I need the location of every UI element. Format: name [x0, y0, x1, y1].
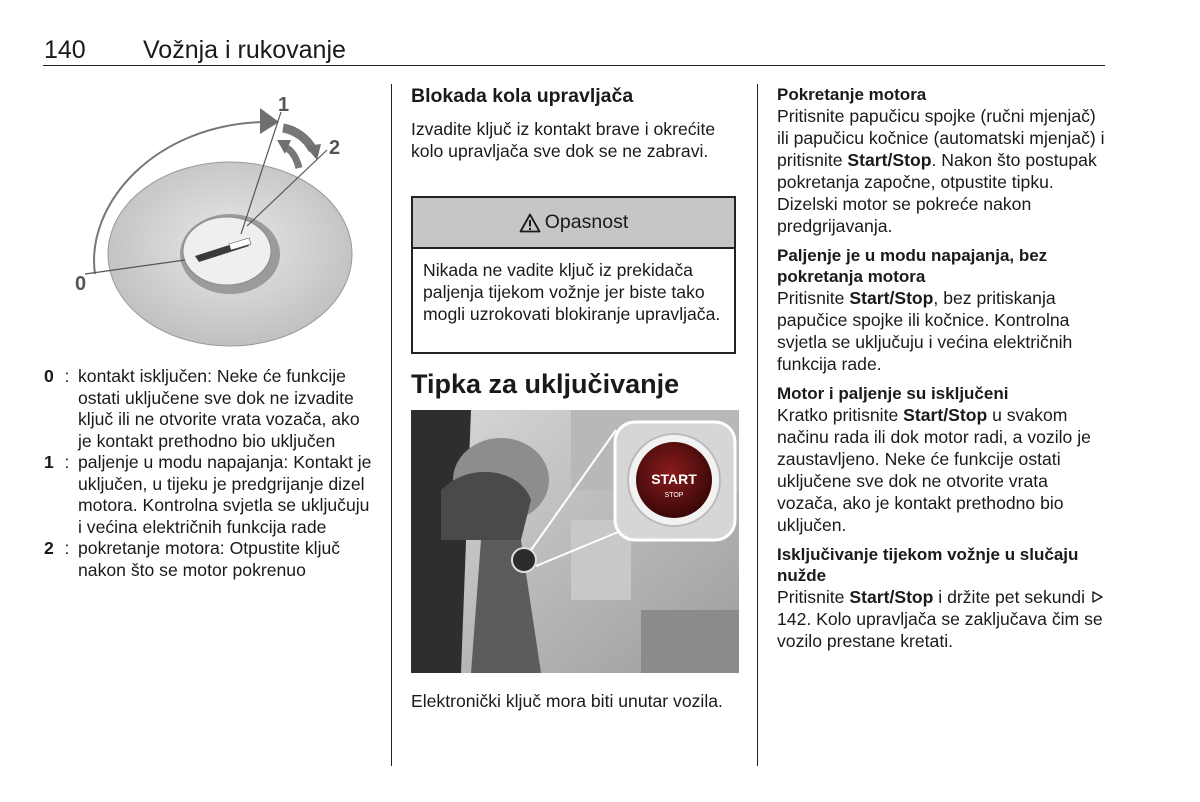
console: [641, 610, 739, 673]
start-stop-photo: [411, 410, 739, 673]
legend-item-0: [44, 366, 374, 452]
section-engine-start: [777, 84, 1107, 237]
column-divider-1: [391, 84, 392, 766]
legend-item-2: [44, 538, 374, 581]
text-run: Pritisnite papučicu spojke (ručni mjenjač) ili papučicu kočnice (automatski mjenjač) i pritisnite: [777, 106, 1105, 170]
danger-header: [413, 198, 734, 249]
electronic-key-note: [411, 690, 741, 712]
subheading-engine-start: Pokretanje motora: [777, 85, 927, 104]
steering-lock-text: Izvadite ključ iz kontakt brave i okrećite kolo upravljača sve dok se ne zabravi.: [411, 119, 716, 161]
page-ref-triangle-icon: [1090, 590, 1104, 604]
legend-item-1: [44, 452, 374, 538]
arrow-back: [287, 148, 299, 168]
text-run: i držite pet sekundi: [933, 587, 1090, 607]
legend-key: 2: [44, 538, 54, 558]
key-position-legend: [44, 366, 374, 581]
section-heading-power-button: Tipka za uključivanje: [411, 369, 680, 399]
start-stop-term: Start/Stop: [849, 288, 934, 308]
start-stop-term: Start/Stop: [847, 150, 932, 170]
power-button-section: [411, 368, 741, 400]
engine-off-text: [777, 404, 1107, 536]
subheading-power-mode: Paljenje je u modu napajanja, bez pokretanja motora: [777, 246, 1048, 286]
legend-separator: :: [64, 538, 70, 558]
legend-text: paljenje u modu napajanja: Kontakt je uključen, u tijeku je predgrijanje dizel motora. Kontrolna svjetla se uključuju i većina električnih funkcija rade: [78, 452, 372, 537]
start-label: START: [651, 471, 697, 487]
section-heading-steering-lock: Blokada kola upravljača: [411, 85, 634, 107]
legend-separator: :: [64, 452, 70, 472]
section-emergency-off: [777, 544, 1107, 652]
label-2: 2: [329, 137, 341, 159]
section-power-mode: [777, 245, 1107, 375]
start-stop-term: Start/Stop: [849, 587, 934, 607]
stop-label: STOP: [664, 492, 684, 499]
section-engine-off: [777, 383, 1107, 536]
hand-shape: [441, 472, 531, 540]
small-start-button: [512, 548, 536, 572]
column-3: [777, 84, 1107, 660]
start-stop-term: Start/Stop: [903, 405, 988, 425]
arrow-head-1: [260, 108, 279, 134]
text-run: Pritisnite: [777, 288, 850, 308]
power-mode-text: [777, 287, 1107, 375]
steering-column: [411, 410, 471, 673]
legend-key: 1: [44, 452, 54, 472]
danger-title: Opasnost: [544, 211, 629, 233]
header-rule: [43, 65, 1105, 66]
column-2: [411, 84, 741, 162]
legend-key: 0: [44, 366, 54, 386]
text-run: . Nakon što postupak pokretanja započne, otpustite tipku. Dizelski motor se pokreće nakon predgrijavanja.: [777, 150, 1097, 236]
text-run: Kratko pritisnite: [777, 405, 904, 425]
danger-text: Nikada ne vadite ključ iz prekidača paljenja tijekom vožnje jer biste tako mogli uzrokovati blokiranje upravljača.: [423, 260, 721, 324]
text-run: u svakom načinu rada ili dok motor radi, a vozilo je zaustavljeno. Neke će funkcije ostati uključene sve dok ne otvorite vrata vozača, ako je kontakt prethodno bio uključen.: [777, 405, 1091, 535]
legend-text: kontakt isključen: Neke će funkcije ostati uključene sve dok ne izvadite ključ ili ne otvorite vrata vozača, ako je kontakt prethodno bio uključen: [78, 366, 360, 451]
text-run: 142. Kolo upravljača se zaključava čim se vozilo prestane kretati.: [777, 609, 1103, 651]
label-1: 1: [278, 94, 290, 116]
emergency-off-text: [777, 586, 1107, 652]
column-divider-2: [757, 84, 758, 766]
page-number: 140: [44, 36, 86, 64]
engine-start-text: [777, 105, 1107, 237]
ignition-key-figure: [55, 84, 373, 348]
legend-text: pokretanje motora: Otpustite ključ nakon što se motor pokrenuo: [78, 538, 341, 580]
legend-separator: :: [64, 366, 70, 386]
chapter-title: Vožnja i rukovanje: [143, 36, 346, 64]
subheading-engine-off: Motor i paljenje su isključeni: [777, 384, 1009, 403]
danger-box: [411, 196, 736, 354]
text-run: , bez pritiskanja papučice spojke ili kočnice. Kontrolna svjetla se uključuju i većina električnih funkcija rade.: [777, 288, 1073, 374]
label-0: 0: [75, 273, 87, 295]
text-run: Pritisnite: [777, 587, 850, 607]
subheading-emergency-off: Isključivanje tijekom vožnje u slučaju nužde: [777, 545, 1079, 585]
warning-triangle-icon: [519, 213, 541, 233]
electronic-key-text: Elektronički ključ mora biti unutar vozila.: [411, 691, 723, 711]
